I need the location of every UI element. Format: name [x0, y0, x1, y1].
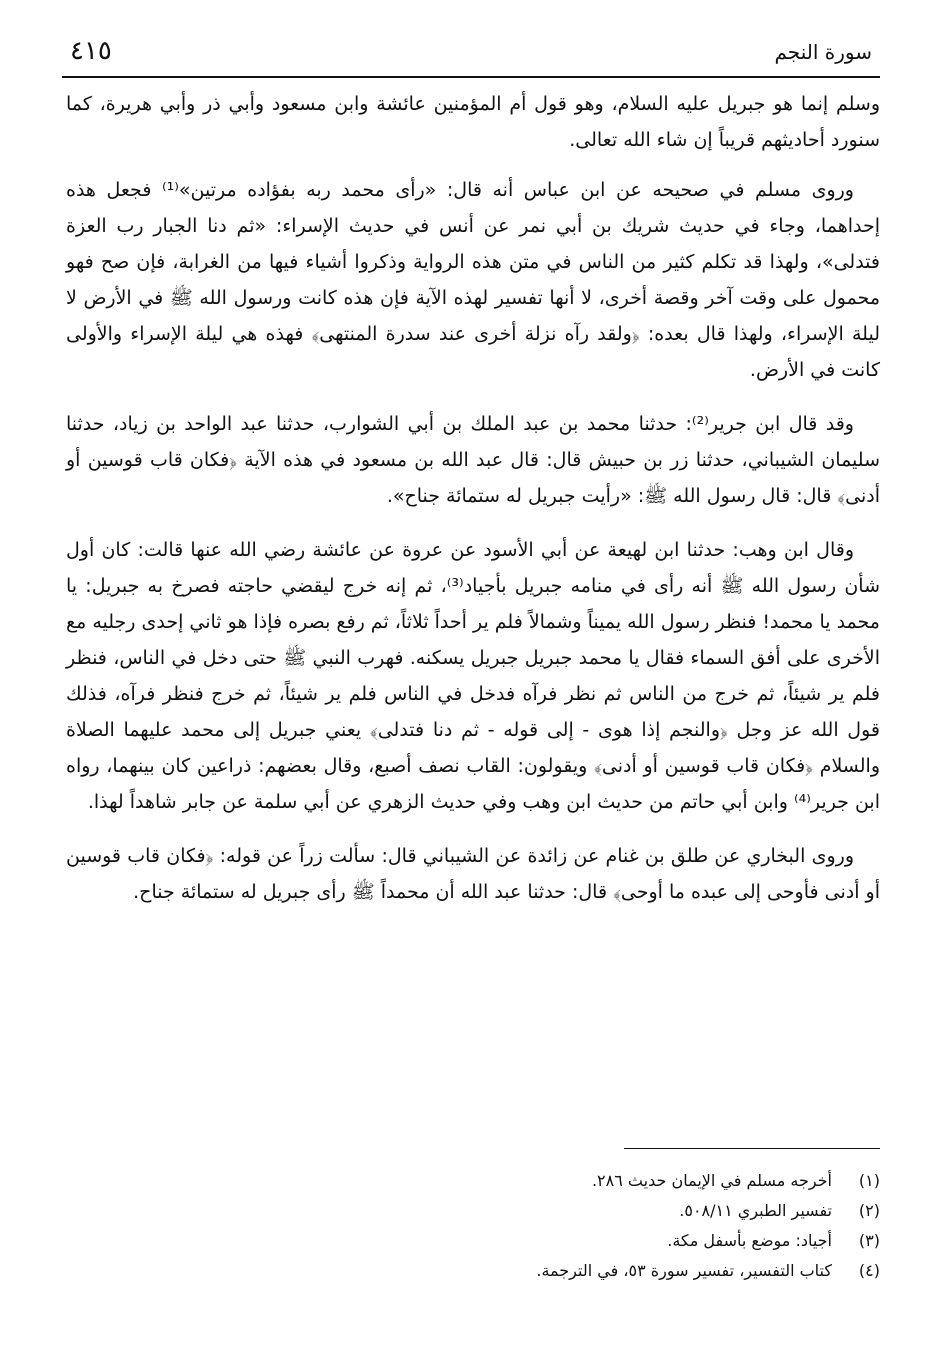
footnote-text: كتاب التفسير، تفسير سورة ٥٣، في الترجمة.: [536, 1261, 832, 1280]
footnote-number: (٣): [858, 1231, 880, 1250]
footnote-number: (٢): [858, 1201, 880, 1220]
footnote-text: أخرجه مسلم في الإيمان حديث ٢٨٦.: [591, 1171, 832, 1190]
surah-title: سورة النجم: [774, 40, 872, 64]
footnotes: [200, 1166, 880, 1286]
footnote: [200, 1256, 880, 1286]
paragraph: وقد قال ابن جرير⁽²⁾: حدثنا محمد بن عبد الملك بن أبي الشوارب، حدثنا عبد الواحد بن زياد، حدثنا سليمان الشيباني، حدثنا زر بن حبيش قال: قال عبد الله بن مسعود في هذه الآية ﴿فكان قاب قوسين أو أدنى﴾ قال: قال رسول الله ﷺ: «رأيت جبريل له ستمائة جناح».: [66, 413, 880, 507]
paragraph: وسلم إنما هو جبريل عليه السلام، وهو قول أم المؤمنين عائشة وابن مسعود وأبي ذر وأبي هريرة، كما سنورد أحاديثهم قريباً إن شاء الله تعالى.: [66, 93, 880, 151]
page-header: [62, 30, 880, 78]
main-text: [66, 86, 880, 928]
footnote: [200, 1166, 880, 1196]
footnote-text: أجياد: موضع بأسفل مكة.: [667, 1231, 832, 1250]
footnote: [200, 1226, 880, 1256]
footnote-number: (٤): [858, 1261, 880, 1280]
footnote-divider: [624, 1148, 880, 1149]
footnote-text: تفسير الطبري ٥٠٨/١١.: [679, 1201, 832, 1220]
paragraph: وروى البخاري عن طلق بن غنام عن زائدة عن الشيباني قال: سألت زراً عن قوله: ﴿فكان قاب قوسين أو أدنى فأوحى إلى عبده ما أوحى﴾ قال: حدثنا عبد الله أن محمداً ﷺ رأى جبريل له ستمائة جناح.: [66, 845, 880, 903]
footnote-number: (١): [858, 1171, 880, 1190]
paragraph: وقال ابن وهب: حدثنا ابن لهيعة عن أبي الأسود عن عروة عن عائشة رضي الله عنها قالت: كان أول شأن رسول الله ﷺ أنه رأى في منامه جبريل بأجياد⁽³⁾، ثم إنه خرج ليقضي حاجته فصرخ به جبريل: يا محمد يا محمد! فنظر رسول الله يميناً وشمالاً فلم ير أحداً ثلاثاً، ثم رفع بصره فإذا هو ثاني إحدى رجليه مع الأخرى على أفق السماء فقال يا محمد جبريل جبريل يسكنه. فهرب النبي ﷺ حتى دخل في الناس، فنظر فلم ير شيئاً، ثم خرج من الناس ثم نظر فرآه فدخل في الناس فلم ير شيئاً، ثم خرج فنظر فرآه، فذلك قول الله عز وجل ﴿والنجم إذا هوى - إلى قوله - ثم دنا فتدلى﴾ يعني جبريل إلى محمد عليهما الصلاة والسلام ﴿فكان قاب قوسين أو أدنى﴾ ويقولون: القاب نصف أصبع، وقال بعضهم: ذراعين كان بينهما، رواه ابن جرير⁽⁴⁾ وابن أبي حاتم من حديث ابن وهب وفي حديث الزهري عن أبي سلمة عن جابر شاهداً لهذا.: [65, 539, 880, 813]
page-number: ٤١٥: [70, 36, 112, 66]
paragraph: وروى مسلم في صحيحه عن ابن عباس أنه قال: «رأى محمد ربه بفؤاده مرتين»⁽¹⁾ فجعل هذه إحداهما، وجاء في حديث شريك بن أبي نمر عن أنس في حديث الإسراء: «ثم دنا الجبار رب العزة فتدلى»، ولهذا قد تكلم كثير من الناس في متن هذه الرواية وذكروا أشياء فيها من الغرابة، فإن صح فهو محمول على وقت آخر وقصة أخرى، لا أنها تفسير لهذه الآية فإن هذه كانت ورسول الله ﷺ في الأرض لا ليلة الإسراء، ولهذا قال بعده: ﴿ولقد رآه نزلة أخرى عند سدرة المنتهى﴾ فهذه هي ليلة الإسراء والأولى كانت في الأرض.: [66, 179, 880, 381]
footnote: [200, 1196, 880, 1226]
